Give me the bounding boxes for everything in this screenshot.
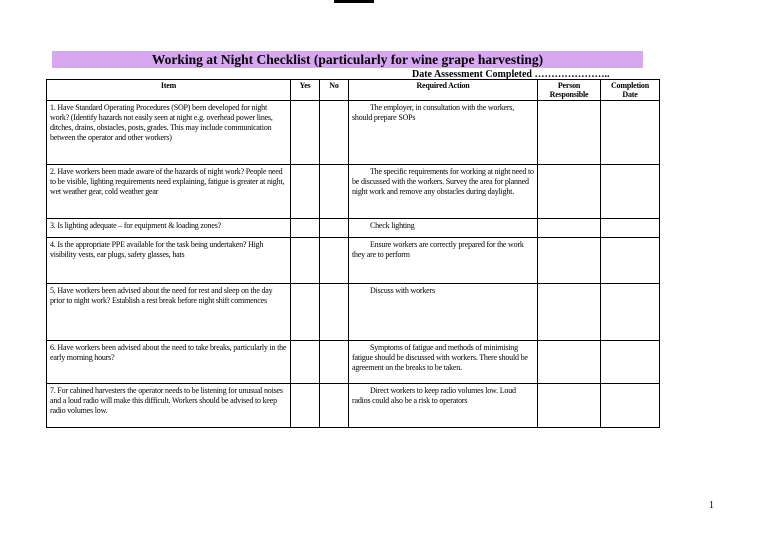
action-cell: Symptoms of fatigue and methods of minimising fatigue should be discussed with workers. There should be agreement on the breaks to be taken. (349, 341, 538, 384)
document-title: Working at Night Checklist (particularly for wine grape harvesting) (52, 51, 643, 68)
yes-cell[interactable] (291, 219, 320, 238)
date-assessment-completed: Date Assessment Completed ………………….. (412, 69, 610, 80)
action-cell: Direct workers to keep radio volumes low. Loud radios could also be a risk to operators (349, 384, 538, 428)
no-cell[interactable] (320, 165, 349, 219)
header-person-responsible: Person Responsible (538, 80, 601, 101)
item-cell: 1. Have Standard Operating Procedures (SOP) been developed for night work? (Identify hazards not easily seen at night e.g. overhead power lines, ditches, drains, obstacles, posts, grades. This may include communication between the operator and other workers) (47, 101, 291, 165)
person-cell[interactable] (538, 238, 601, 284)
header-completion-date: Completion Date (601, 80, 660, 101)
item-cell: 6. Have workers been advised about the need to take breaks, particularly in the early morning hours? (47, 341, 291, 384)
yes-cell[interactable] (291, 238, 320, 284)
page-number: 1 (709, 500, 714, 511)
table-row (47, 165, 660, 219)
item-cell: 4. Is the appropriate PPE available for the task being undertaken? High visibility vests, ear plugs, safety glasses, hats (47, 238, 291, 284)
no-cell[interactable] (320, 101, 349, 165)
no-cell[interactable] (320, 341, 349, 384)
table-row (47, 219, 660, 238)
person-cell[interactable] (538, 219, 601, 238)
item-cell: 7. For cabined harvesters the operator needs to be listening for unusual noises and a loud radio will make this difficult. Workers should be advised to keep radio volumes low. (47, 384, 291, 428)
person-cell[interactable] (538, 284, 601, 341)
date-cell[interactable] (601, 101, 660, 165)
item-cell: 3. Is lighting adequate – for equipment & loading zones? (47, 219, 291, 238)
yes-cell[interactable] (291, 101, 320, 165)
action-cell: The specific requirements for working at night need to be discussed with the workers. Survey the area for planned night work and remove any obstacles during daylight. (349, 165, 538, 219)
header-no: No (320, 80, 349, 101)
action-cell: Ensure workers are correctly prepared for the work they are to perform (349, 238, 538, 284)
date-cell[interactable] (601, 238, 660, 284)
date-cell[interactable] (601, 165, 660, 219)
person-cell[interactable] (538, 101, 601, 165)
no-cell[interactable] (320, 384, 349, 428)
table-row (47, 101, 660, 165)
date-cell[interactable] (601, 384, 660, 428)
person-cell[interactable] (538, 165, 601, 219)
no-cell[interactable] (320, 284, 349, 341)
table-row (47, 238, 660, 284)
table-row (47, 341, 660, 384)
date-cell[interactable] (601, 341, 660, 384)
item-cell: 2. Have workers been made aware of the hazards of night work? People need to be visible, lighting requirements need explaining, fatigue is greater at night, wet weather gear, cold weather gear (47, 165, 291, 219)
yes-cell[interactable] (291, 384, 320, 428)
table-row (47, 284, 660, 341)
person-cell[interactable] (538, 384, 601, 428)
yes-cell[interactable] (291, 284, 320, 341)
action-cell: Check lighting (349, 219, 538, 238)
no-cell[interactable] (320, 238, 349, 284)
action-cell: The employer, in consultation with the workers, should prepare SOPs (349, 101, 538, 165)
yes-cell[interactable] (291, 165, 320, 219)
checklist-table (46, 79, 660, 428)
action-cell: Discuss with workers (349, 284, 538, 341)
header-yes: Yes (291, 80, 320, 101)
table-row (47, 384, 660, 428)
yes-cell[interactable] (291, 341, 320, 384)
header-item: Item (47, 80, 291, 101)
header-row (47, 80, 660, 101)
no-cell[interactable] (320, 219, 349, 238)
top-mark-line (334, 0, 374, 3)
header-required-action: Required Action (349, 80, 538, 101)
person-cell[interactable] (538, 341, 601, 384)
date-cell[interactable] (601, 284, 660, 341)
item-cell: 5. Have workers been advised about the need for rest and sleep on the day prior to night work? Establish a rest break before night shift commences (47, 284, 291, 341)
date-cell[interactable] (601, 219, 660, 238)
